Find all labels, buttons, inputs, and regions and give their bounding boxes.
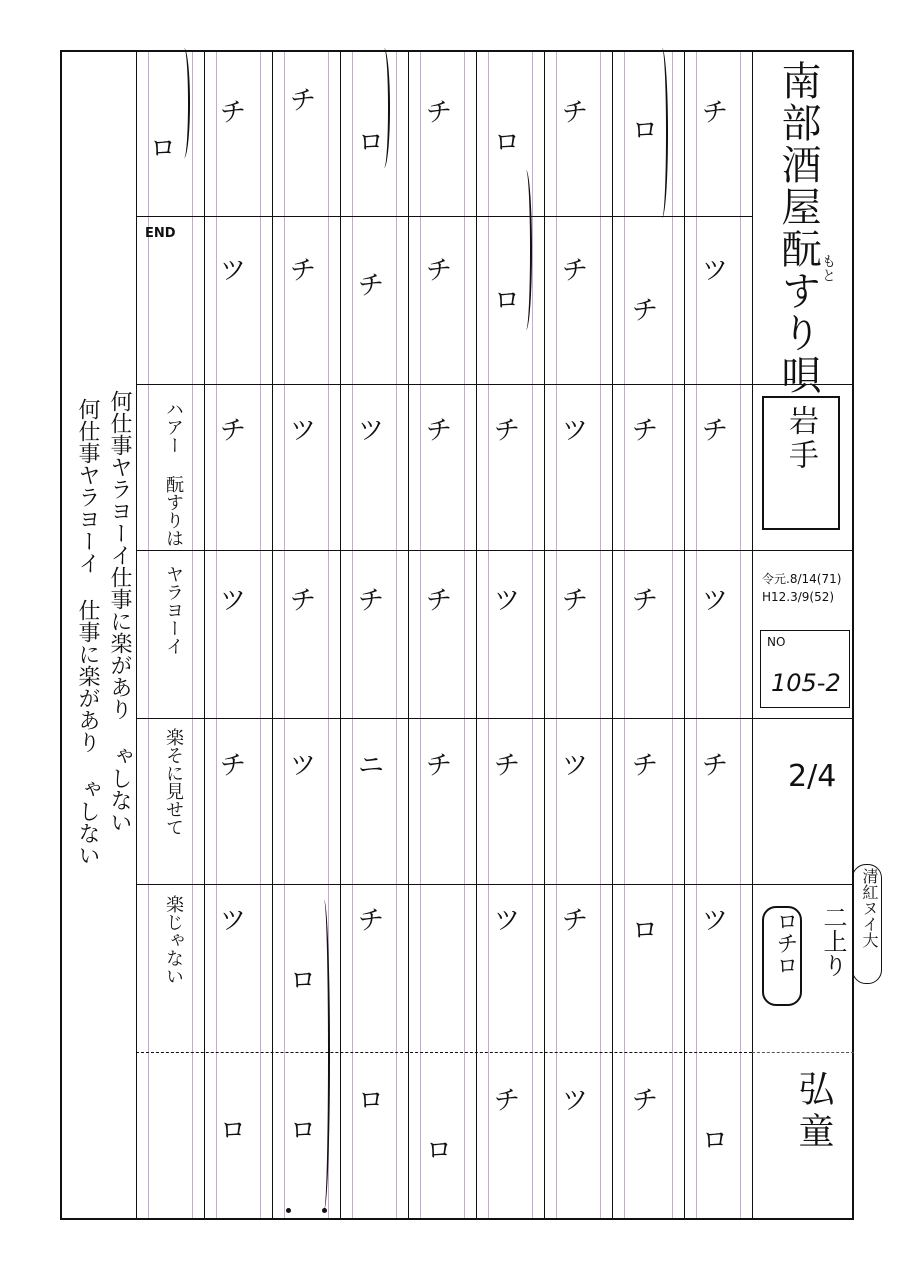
measure-line [136,718,752,719]
guide-line [260,52,261,1218]
slur-bracket [656,48,668,218]
note: チ [290,586,317,616]
time-signature: 2/4 [788,759,837,794]
note: ロ [220,1116,247,1146]
note: ツ [494,906,521,936]
note: チ [632,586,659,616]
column-divider [612,50,613,1220]
note: ロ [290,966,317,996]
note: ツ [220,906,247,936]
note: ロ [632,116,659,146]
note: チ [290,86,317,116]
column-divider [204,50,205,1220]
note: チ [426,256,453,286]
note: チ [220,98,247,128]
slur-bracket [178,48,190,158]
measure-line [136,884,752,885]
title-ruby: もと [820,254,836,282]
guide-line [192,52,193,1218]
note: ツ [358,416,385,446]
guide-line [352,52,353,1218]
note: ニ [358,751,385,781]
date-list [762,570,841,606]
note: チ [494,751,521,781]
note: チ [562,906,589,936]
guide-line [464,52,465,1218]
source-label: 清紅ヌイ大 [860,868,879,948]
column-divider [272,50,273,1220]
note: チ [632,416,659,446]
guide-line [532,52,533,1218]
guide-line [216,52,217,1218]
lyric-line-2: 何仕事ヤラヨーイ仕事に楽があり ゃしない [107,390,132,833]
side-divider [752,550,854,551]
note: ロ [358,128,385,158]
guide-line [600,52,601,1218]
prefecture: 岩手 [783,405,818,473]
note: チ [702,98,729,128]
column-divider [752,50,753,1220]
guide-line [740,52,741,1218]
note: ロ [358,1086,385,1116]
lyric-line-1: 何仕事ヤラヨーイ 仕事に楽があり ゃしない [75,398,100,866]
note: チ [426,751,453,781]
number-value: 105-2 [771,669,841,697]
note: ロ [290,1116,317,1146]
date-1: 令元.8/14(71) [762,572,842,586]
guide-line [396,52,397,1218]
tuning-sub: ロチロ [773,910,798,976]
note: チ [426,98,453,128]
column-divider [684,50,685,1220]
note: ロ [494,286,521,316]
note: チ [358,271,385,301]
number-label: NO [767,635,786,649]
note: ツ [290,751,317,781]
guide-line [672,52,673,1218]
note: チ [426,416,453,446]
note-ro: ロ [150,134,177,164]
note: チ [494,1086,521,1116]
note: ツ [702,256,729,286]
note: ロ [702,1126,729,1156]
note: チ [632,296,659,326]
guide-line [556,52,557,1218]
note: チ [290,256,317,286]
note: チ [220,416,247,446]
note: チ [632,1086,659,1116]
page-title: 南部酒屋酛すり唄 [775,60,821,396]
measure-line [136,1052,752,1053]
note: チ [358,586,385,616]
number-box [760,630,850,708]
column-divider [408,50,409,1220]
note: チ [358,906,385,936]
note: ロ [426,1136,453,1166]
tuning: 二上り [819,905,847,977]
segment-text: 楽じゃない [163,895,184,985]
note: ツ [702,586,729,616]
note: ロ [494,128,521,158]
note: チ [220,751,247,781]
segment-text: ヤラヨーイ [163,565,184,655]
note: ツ [562,1086,589,1116]
slur-bracket [318,900,330,1210]
dot [286,1208,291,1213]
column-divider [340,50,341,1220]
note: チ [562,256,589,286]
note: ツ [702,906,729,936]
note: ツ [220,586,247,616]
note: チ [702,416,729,446]
note: チ [562,98,589,128]
measure-line [136,550,752,551]
note: チ [494,416,521,446]
measure-line [136,384,752,385]
guide-line [488,52,489,1218]
note: チ [426,586,453,616]
side-divider [752,884,854,885]
note: ツ [562,416,589,446]
guide-line [284,52,285,1218]
slur-bracket [520,170,532,330]
guide-line [624,52,625,1218]
note: チ [632,751,659,781]
segment-text: 楽そに見せて [163,728,184,836]
date-2: H12.3/9(52) [762,590,835,604]
dot [322,1208,327,1213]
slur-bracket [378,48,390,168]
note: ツ [220,256,247,286]
note: ロ [632,916,659,946]
note: ツ [494,586,521,616]
end-mark: END [145,226,176,241]
player-name: 弘童 [793,1070,834,1154]
note: ツ [562,751,589,781]
column-divider [136,50,137,1220]
segment-text: ハアー 酛すりは [163,400,184,547]
note: チ [702,751,729,781]
column-divider [476,50,477,1220]
guide-line [696,52,697,1218]
column-divider [544,50,545,1220]
side-divider [752,718,854,719]
note: ツ [290,416,317,446]
guide-line [420,52,421,1218]
note: チ [562,586,589,616]
side-divider [752,1052,854,1053]
